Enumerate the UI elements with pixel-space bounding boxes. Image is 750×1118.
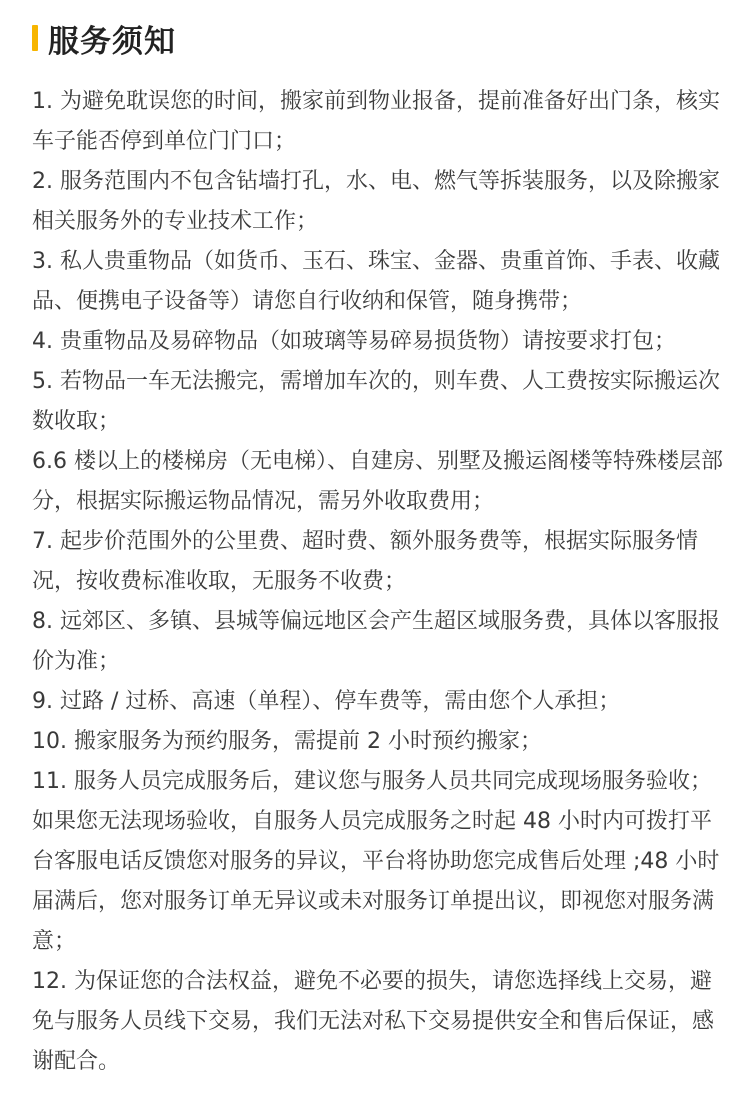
notice-item-1: 1. 为避免耽误您的时间，搬家前到物业报备，提前准备好出门条，核实车子能否停到单位门门口； — [32, 89, 720, 154]
notice-item-5: 5. 若物品一车无法搬完，需增加车次的，则车费、人工费按实际搬运次数收取； — [32, 369, 720, 434]
notice-item-8: 8. 远郊区、多镇、县城等偏远地区会产生超区域服务费，具体以客服报价为准； — [32, 609, 720, 674]
notice-list — [32, 82, 726, 1082]
notice-item-9: 9. 过路 / 过桥、高速（单程）、停车费等，需由您个人承担； — [32, 689, 621, 714]
notice-item-10: 10. 搬家服务为预约服务，需提前 2 小时预约搬家； — [32, 729, 542, 754]
title-accent-bar — [32, 25, 38, 51]
notice-item-6: 6.6 楼以上的楼梯房（无电梯）、自建房、别墅及搬运阁楼等特殊楼层部分，根据实际搬运物品情况，需另外收取费用； — [32, 449, 723, 514]
notice-item-2: 2. 服务范围内不包含钻墙打孔，水、电、燃气等拆装服务，以及除搬家相关服务外的专业技术工作； — [32, 169, 720, 234]
notice-item-12: 12. 为保证您的合法权益，避免不必要的损失，请您选择线上交易，避免与服务人员线下交易，我们无法对私下交易提供安全和售后保证，感谢配合。 — [32, 969, 715, 1074]
notice-item-11: 11. 服务人员完成服务后，建议您与服务人员共同完成现场服务验收；如果您无法现场验收，自服务人员完成服务之时起 48 小时内可拨打平台客服电话反馈您对服务的异议，平台将协助您完成售后处理 ;48 小时届满后，您对服务订单无异议或未对服务订单提出议，即视您对服务满意； — [32, 769, 720, 954]
notice-item-7: 7. 起步价范围外的公里费、超时费、额外服务费等，根据实际服务情况，按收费标准收取，无服务不收费； — [32, 529, 698, 594]
page-title: 服务须知 — [48, 23, 176, 60]
notice-item-3: 3. 私人贵重物品（如货币、玉石、珠宝、金器、贵重首饰、手表、收藏品、便携电子设备等）请您自行收纳和保管，随身携带； — [32, 249, 720, 314]
notice-item-4: 4. 贵重物品及易碎物品（如玻璃等易碎易损货物）请按要求打包； — [32, 329, 676, 354]
section-header — [32, 16, 176, 60]
